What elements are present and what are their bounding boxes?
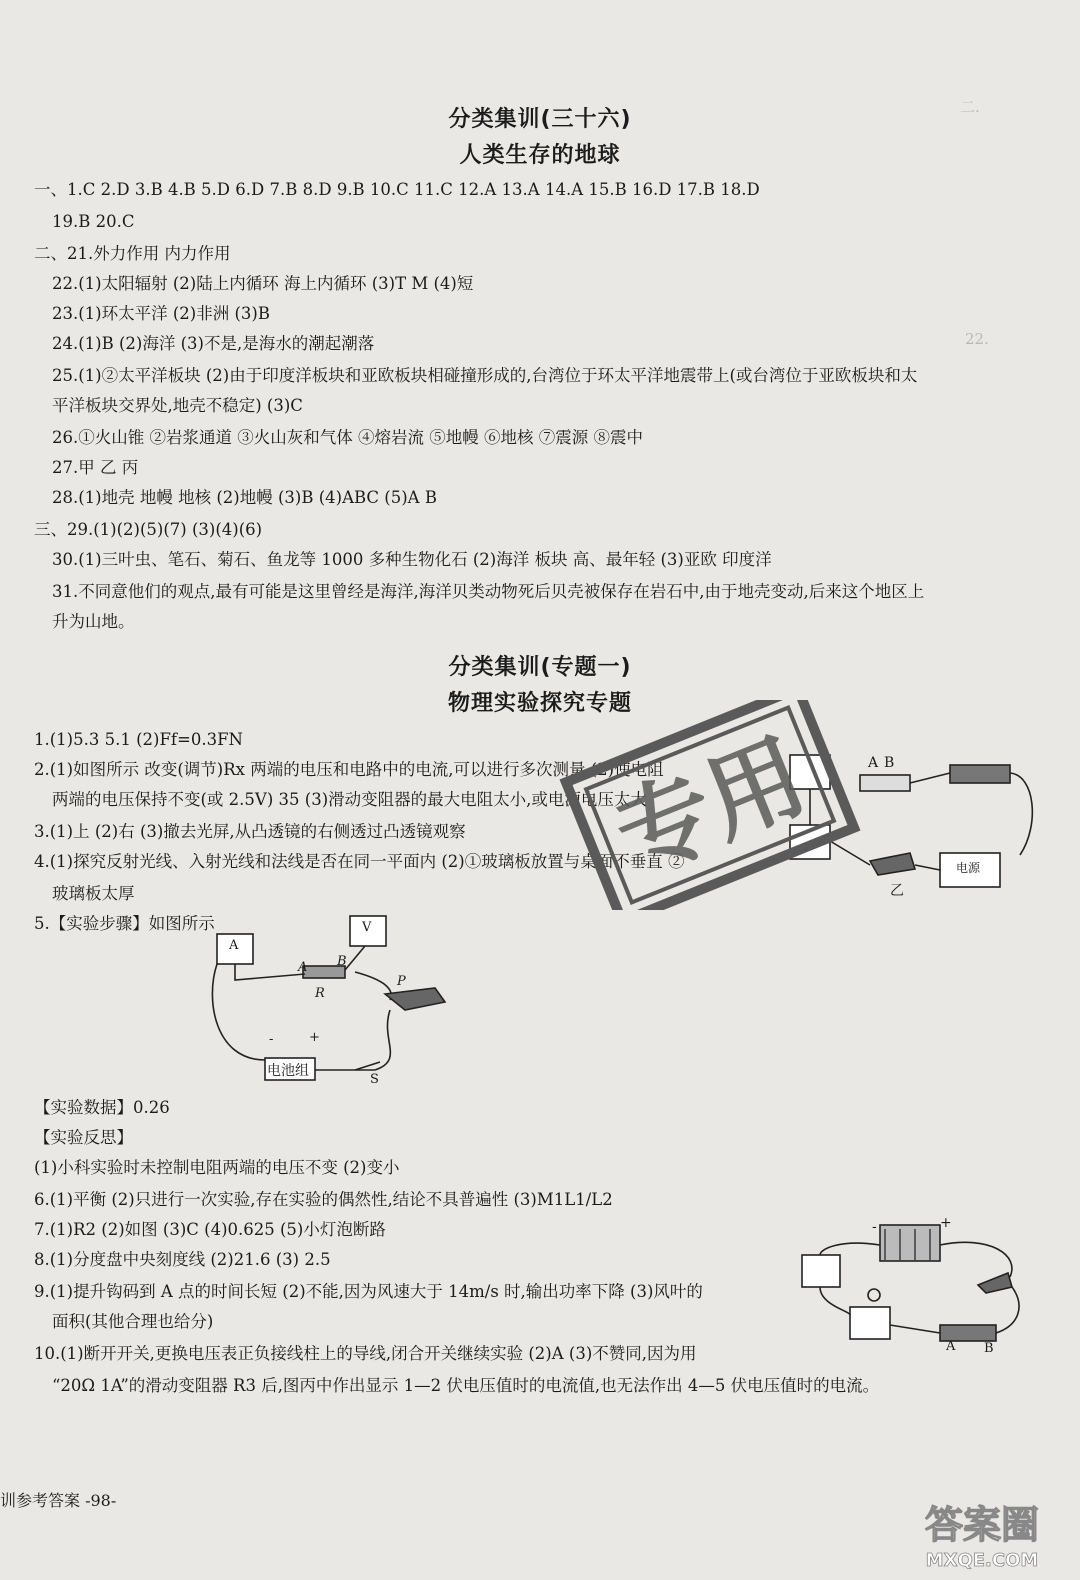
logo-url: MXQE.COM <box>925 1550 1039 1571</box>
answer-line: 22.(1)太阳辐射 (2)陆上内循环 海上内循环 (3)T M (4)短 <box>52 274 474 293</box>
fig-label: B <box>337 954 347 969</box>
fig-label: B <box>984 1341 994 1356</box>
fig-label: A <box>298 960 308 975</box>
bleed-through: 22. <box>965 330 989 348</box>
answer-line: 【实验数据】0.26 <box>34 1098 170 1117</box>
answer-line: 一、1.C 2.D 3.B 4.B 5.D 6.D 7.B 8.D 9.B 10.C 11.C 12.A 13.A 14.A 15.B 16.D 17.B 18.D <box>34 180 760 199</box>
answer-line: 8.(1)分度盘中央刻度线 (2)21.6 (3) 2.5 <box>34 1250 331 1269</box>
answer-line: 3.(1)上 (2)右 (3)撤去光屏,从凸透镜的右侧透过凸透镜观察 <box>34 822 466 841</box>
fig-label: 乙 <box>890 883 904 899</box>
answer-line: 24.(1)B (2)海洋 (3)不是,是海水的潮起潮落 <box>52 334 375 353</box>
answer-line: 31.不同意他们的观点,最有可能是这里曾经是海洋,海洋贝类动物死后贝壳被保存在岩石中,由于地壳变动,后来这个地区上 <box>52 582 925 601</box>
circuit-figure-7 <box>790 1215 1035 1365</box>
answer-line: “20Ω 1A”的滑动变阻器 R3 后,图丙中作出显示 1—2 伏电压值时的电流值,也无法作出 4—5 伏电压值时的电流。 <box>52 1376 880 1395</box>
answer-line: 4.(1)探究反射光线、入射光线和法线是否在同一平面内 (2)①玻璃板放置与桌面不垂直 ② <box>34 852 685 871</box>
fig-label: R <box>315 986 325 1001</box>
answer-line: 27.甲 乙 丙 <box>52 458 139 477</box>
fig-label: A <box>229 938 239 953</box>
bleed-through: 二. <box>960 98 980 116</box>
fig-label: A <box>868 755 879 771</box>
fig-label: S <box>370 1072 379 1087</box>
answer-line: 2.(1)如图所示 改变(调节)Rx 两端的电压和电路中的电流,可以进行多次测量 (2)使电阻 <box>34 760 664 779</box>
circuit-figure-5 <box>205 910 475 1090</box>
site-logo <box>892 1496 1072 1576</box>
fig-label: + <box>940 1215 952 1231</box>
fig-label: - <box>269 1032 274 1047</box>
page-footer: 训参考答案 -98- <box>0 1491 117 1510</box>
answer-line: 7.(1)R2 (2)如图 (3)C (4)0.625 (5)小灯泡断路 <box>34 1220 386 1239</box>
answer-line: 30.(1)三叶虫、笔石、菊石、鱼龙等 1000 多种生物化石 (2)海洋 板块 高、最年轻 (3)亚欧 印度洋 <box>52 550 772 569</box>
answer-line: 23.(1)环太平洋 (2)非洲 (3)B <box>52 304 270 323</box>
fig-label: B <box>884 755 895 771</box>
section-subtitle: 人类生存的地球 <box>459 143 621 168</box>
section-title: 分类集训(专题一) <box>448 655 632 680</box>
fig-label: V <box>362 920 372 935</box>
answer-line: 10.(1)断开开关,更换电压表正负接线柱上的导线,闭合开关继续实验 (2)A (3)不赞同,因为用 <box>34 1344 697 1363</box>
stamp-text: 专用 <box>600 718 821 895</box>
answer-line: 19.B 20.C <box>52 212 135 231</box>
logo-text: 答案圈 <box>924 1503 1040 1547</box>
answer-line: 平洋板块交界处,地壳不稳定) (3)C <box>52 396 303 415</box>
answer-line: 【实验反思】 <box>34 1128 133 1147</box>
fig-label: - <box>872 1219 877 1235</box>
answer-line: 5.【实验步骤】如图所示 <box>34 914 215 933</box>
answer-line: (1)小科实验时未控制电阻两端的电压不变 (2)变小 <box>34 1158 400 1177</box>
fig-label: A <box>946 1339 956 1354</box>
answer-line: 玻璃板太厚 <box>52 884 135 903</box>
section-subtitle: 物理实验探究专题 <box>447 691 632 716</box>
answer-line: 28.(1)地壳 地幔 地核 (2)地幔 (3)B (4)ABC (5)A B <box>52 488 437 507</box>
answer-line: 两端的电压保持不变(或 2.5V) 35 (3)滑动变阻器的最大电阻太小,或电源电压太大 <box>52 790 647 809</box>
answer-line: 面积(其他合理也给分) <box>52 1312 214 1331</box>
answer-line: 三、29.(1)(2)(5)(7) (3)(4)(6) <box>34 520 263 539</box>
fig-label: 电源 <box>956 861 981 875</box>
answer-line: 升为山地。 <box>52 612 135 631</box>
section-title: 分类集训(三十六) <box>448 107 632 132</box>
answer-line: 6.(1)平衡 (2)只进行一次实验,存在实验的偶然性,结论不具普遍性 (3)M1L1/L2 <box>34 1190 613 1209</box>
fig-label: 电池组 <box>267 1063 309 1079</box>
stamp-watermark <box>545 700 875 910</box>
fig-label: + <box>309 1030 320 1045</box>
answer-line: 1.(1)5.3 5.1 (2)Ff=0.3FN <box>34 730 243 749</box>
answer-line: 二、21.外力作用 内力作用 <box>34 244 231 263</box>
fig-label: P <box>397 974 406 989</box>
answer-line: 26.①火山锥 ②岩浆通道 ③火山灰和气体 ④熔岩流 ⑤地幔 ⑥地核 ⑦震源 ⑧震中 <box>52 428 643 447</box>
answer-line: 9.(1)提升钩码到 A 点的时间长短 (2)不能,因为风速大于 14m/s 时,输出功率下降 (3)风叶的 <box>34 1282 703 1301</box>
answer-line: 25.(1)②太平洋板块 (2)由于印度洋板块和亚欧板块相碰撞形成的,台湾位于环太平洋地震带上(或台湾位于亚欧板块和太 <box>52 366 918 385</box>
